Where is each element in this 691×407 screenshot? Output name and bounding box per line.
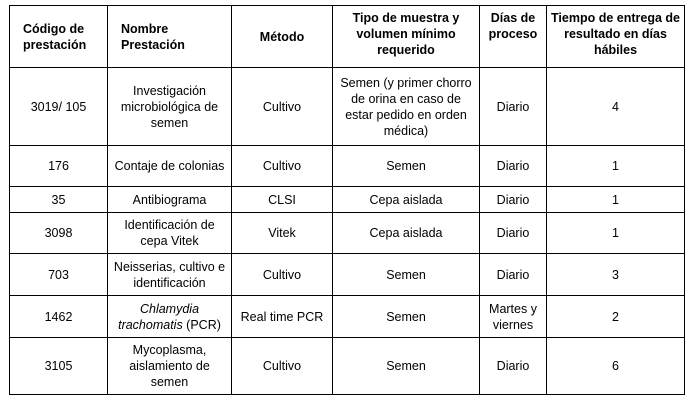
cell-tiempo: 6 [547, 338, 685, 395]
cell-dias: Diario [480, 338, 547, 395]
cell-dias: Diario [480, 213, 547, 254]
cell-metodo: Cultivo [232, 338, 333, 395]
table-row [10, 187, 685, 213]
cell-tiempo: 4 [547, 68, 685, 146]
cell-dias: Diario [480, 68, 547, 146]
cell-metodo: CLSI [232, 187, 333, 213]
header-metodo: Método [232, 6, 333, 68]
cell-muestra: Semen [333, 338, 480, 395]
cell-tiempo: 2 [547, 296, 685, 338]
cell-nombre: Identificación de cepa Vitek [108, 213, 232, 254]
cell-muestra: Cepa aislada [333, 213, 480, 254]
cell-muestra: Semen [333, 146, 480, 187]
cell-metodo: Cultivo [232, 68, 333, 146]
header-muestra: Tipo de muestra y volumen mínimo requerido [333, 6, 480, 68]
cell-muestra: Semen [333, 296, 480, 338]
cell-muestra: Semen (y primer chorro de orina en caso de estar pedido en orden médica) [333, 68, 480, 146]
cell-tiempo: 1 [547, 146, 685, 187]
cell-codigo: 35 [10, 187, 108, 213]
cell-codigo: 3098 [10, 213, 108, 254]
header-nombre: Nombre Prestación [108, 6, 232, 68]
cell-nombre-suffix: (PCR) [182, 317, 221, 332]
table-row [10, 254, 685, 296]
cell-nombre: Contaje de colonias [108, 146, 232, 187]
cell-dias: Diario [480, 254, 547, 296]
cell-metodo: Cultivo [232, 254, 333, 296]
cell-tiempo: 1 [547, 213, 685, 254]
cell-codigo: 1462 [10, 296, 108, 338]
cell-dias: Martes y viernes [480, 296, 547, 338]
table-row [10, 68, 685, 146]
cell-metodo: Cultivo [232, 146, 333, 187]
header-dias: Días de proceso [480, 6, 547, 68]
cell-nombre: Mycoplasma, aislamiento de semen [108, 338, 232, 395]
cell-dias: Diario [480, 187, 547, 213]
cell-nombre: Investigación microbiológica de semen [108, 68, 232, 146]
cell-nombre-italic: Chlamydia trachomatis [118, 301, 200, 332]
table-row [10, 213, 685, 254]
cell-muestra: Semen [333, 254, 480, 296]
cell-dias: Diario [480, 146, 547, 187]
cell-codigo: 176 [10, 146, 108, 187]
header-codigo: Código de prestación [10, 6, 108, 68]
cell-codigo: 3105 [10, 338, 108, 395]
services-table [9, 5, 685, 395]
cell-nombre: Neisserias, cultivo e identificación [108, 254, 232, 296]
table-row [10, 146, 685, 187]
table-row [10, 296, 685, 338]
cell-nombre [108, 296, 232, 338]
header-tiempo: Tiempo de entrega de resultado en días hábiles [547, 6, 685, 68]
cell-tiempo: 1 [547, 187, 685, 213]
cell-muestra: Cepa aislada [333, 187, 480, 213]
cell-metodo: Vitek [232, 213, 333, 254]
cell-tiempo: 3 [547, 254, 685, 296]
cell-codigo: 703 [10, 254, 108, 296]
cell-codigo: 3019/ 105 [10, 68, 108, 146]
cell-nombre: Antibiograma [108, 187, 232, 213]
table-row [10, 338, 685, 395]
header-row [10, 6, 685, 68]
cell-metodo: Real time PCR [232, 296, 333, 338]
